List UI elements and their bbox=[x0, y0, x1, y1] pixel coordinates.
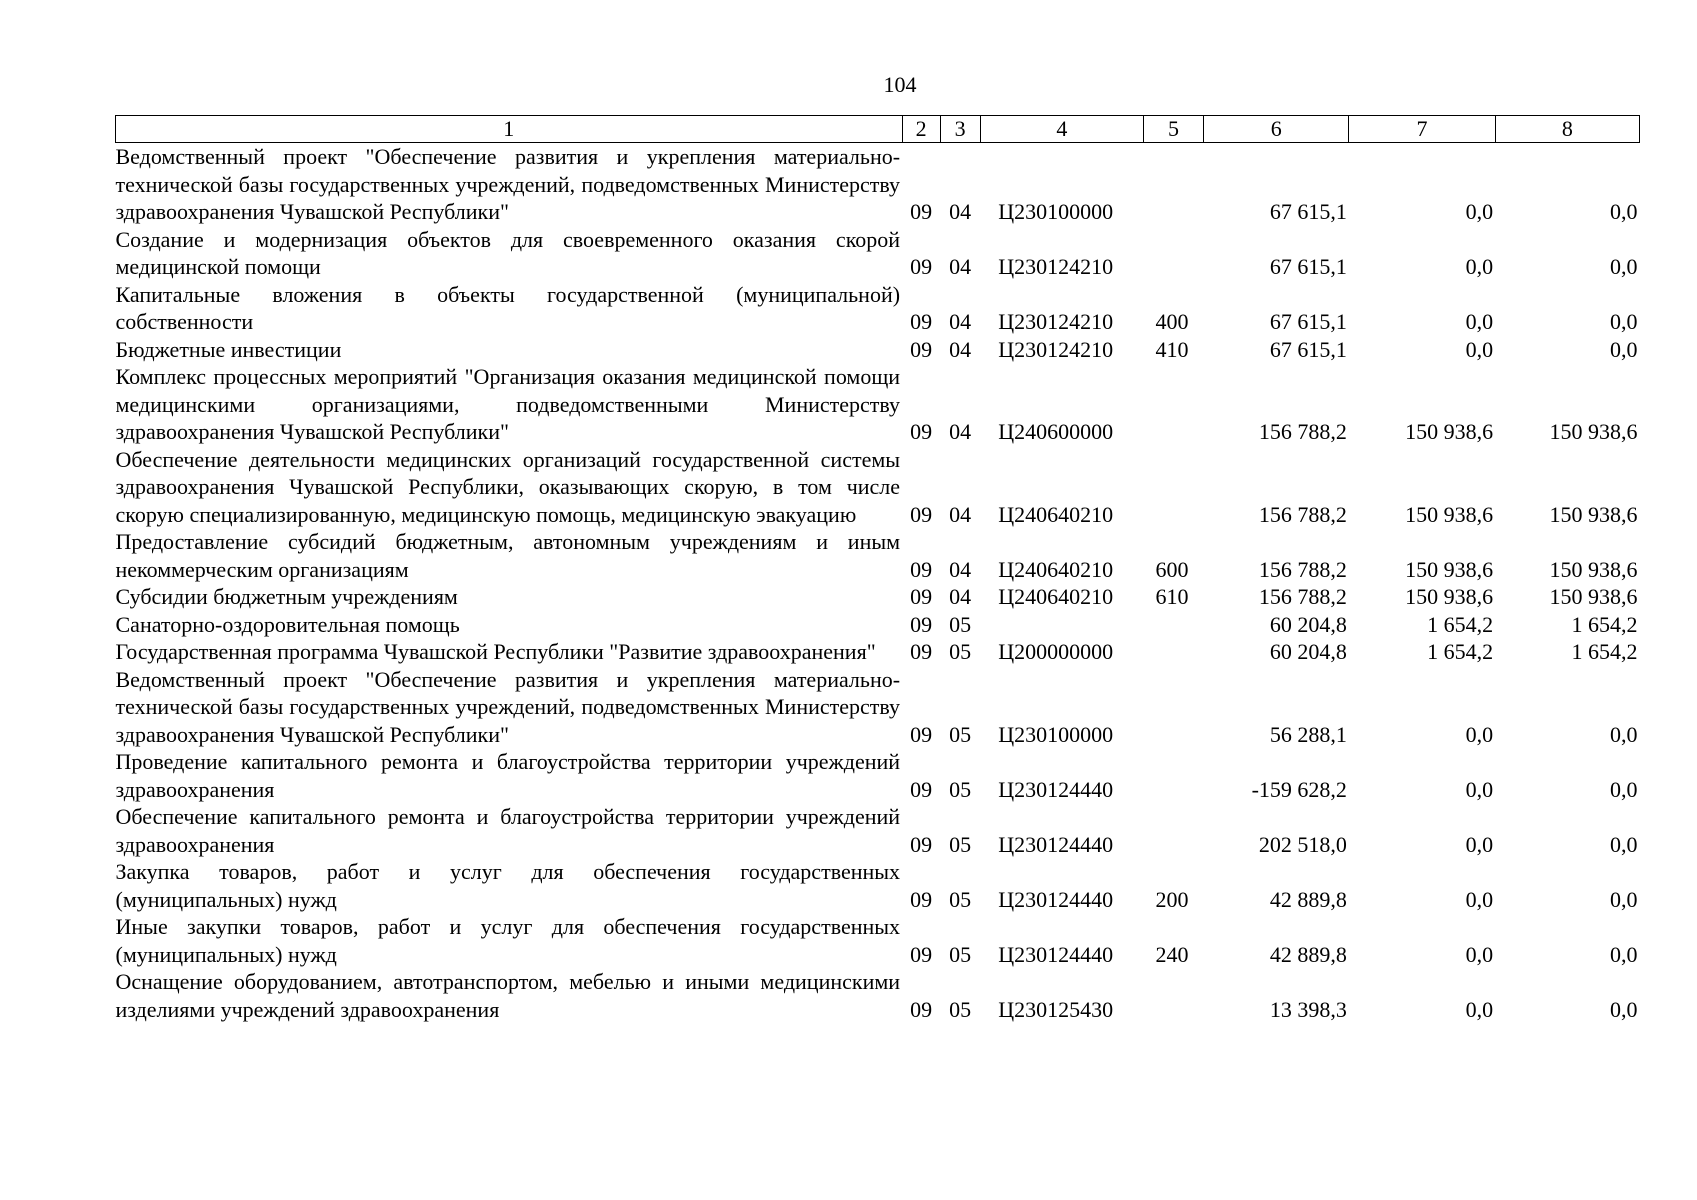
section-code: 09 bbox=[910, 419, 933, 444]
table-row bbox=[116, 803, 1640, 858]
row-description: Санаторно-оздоровительная помощь bbox=[115, 611, 460, 637]
amount-col-7: 1 654,2 bbox=[1427, 611, 1494, 637]
amount-col-7: 150 938,6 bbox=[1405, 556, 1494, 582]
row-description: Проведение капитального ремонта и благоустройства территории учреждений здравоохранения bbox=[115, 749, 901, 802]
amount-col-8: 0,0 bbox=[1610, 886, 1638, 912]
amount-col-6: 60 204,8 bbox=[1269, 639, 1347, 664]
amount-col-7: 1 654,2 bbox=[1427, 639, 1494, 664]
section-code: 09 bbox=[910, 199, 933, 224]
amount-col-6: 42 889,8 bbox=[1269, 941, 1347, 967]
amount-col-6: 156 788,2 bbox=[1258, 501, 1347, 527]
table-row bbox=[116, 281, 1640, 336]
row-description: Предоставление субсидий бюджетным, автономным учреждениям и иным некоммерческим организациям bbox=[115, 529, 901, 582]
table-row bbox=[116, 858, 1640, 913]
target-article-code: Ц230124210 bbox=[998, 309, 1114, 334]
target-article-code: Ц240640210 bbox=[998, 556, 1114, 582]
amount-col-6: 156 788,2 bbox=[1258, 584, 1347, 609]
row-description: Создание и модернизация объектов для своевременного оказания скорой медицинской помощи bbox=[115, 226, 901, 279]
section-code: 09 bbox=[910, 639, 933, 664]
amount-col-7: 0,0 bbox=[1465, 199, 1494, 224]
amount-col-8: 0,0 bbox=[1610, 721, 1638, 747]
target-article-code: Ц230124210 bbox=[998, 336, 1114, 362]
section-code: 09 bbox=[910, 254, 933, 279]
target-article-code: Ц230100000 bbox=[998, 199, 1114, 224]
amount-col-6: 67 615,1 bbox=[1269, 309, 1347, 334]
expense-type-code bbox=[1144, 446, 1204, 529]
section-code: 09 bbox=[910, 996, 933, 1022]
subsection-code: 04 bbox=[949, 584, 972, 609]
amount-col-6: -159 628,2 bbox=[1251, 776, 1347, 802]
expense-type-code bbox=[1144, 968, 1204, 1023]
section-code: 09 bbox=[910, 584, 933, 609]
table-row bbox=[116, 143, 1640, 226]
header-col-1: 1 bbox=[116, 116, 903, 143]
target-article-code: Ц200000000 bbox=[998, 639, 1114, 664]
section-code: 09 bbox=[910, 776, 933, 802]
expense-type-code bbox=[1144, 363, 1204, 446]
target-article-code: Ц230124440 bbox=[998, 831, 1114, 857]
row-description: Ведомственный проект "Обеспечение развития и укрепления материально-технической базы государственных учреждений, подведомственных Министерству здравоохранения Чувашской Республики" bbox=[115, 144, 901, 224]
target-article-code: Ц230124440 bbox=[998, 886, 1114, 912]
amount-col-6: 60 204,8 bbox=[1269, 611, 1347, 637]
amount-col-8: 0,0 bbox=[1610, 254, 1638, 279]
amount-col-8: 1 654,2 bbox=[1571, 611, 1638, 637]
amount-col-8: 150 938,6 bbox=[1549, 419, 1638, 444]
section-code: 09 bbox=[910, 611, 933, 637]
table-row bbox=[116, 583, 1640, 611]
amount-col-7: 0,0 bbox=[1465, 309, 1494, 334]
table-row bbox=[116, 336, 1640, 364]
subsection-code: 05 bbox=[949, 831, 972, 857]
subsection-code: 05 bbox=[949, 886, 972, 912]
amount-col-8: 0,0 bbox=[1610, 831, 1638, 857]
amount-col-8: 0,0 bbox=[1610, 199, 1638, 224]
header-col-2: 2 bbox=[902, 116, 940, 143]
subsection-code: 05 bbox=[949, 721, 972, 747]
expense-type-code: 610 bbox=[1155, 584, 1189, 609]
amount-col-7: 150 938,6 bbox=[1405, 501, 1494, 527]
header-col-8: 8 bbox=[1495, 116, 1639, 143]
subsection-code: 04 bbox=[949, 501, 972, 527]
section-code: 09 bbox=[910, 941, 933, 967]
amount-col-6: 56 288,1 bbox=[1269, 721, 1347, 747]
amount-col-8: 0,0 bbox=[1610, 309, 1638, 334]
subsection-code: 04 bbox=[949, 309, 972, 334]
amount-col-6: 67 615,1 bbox=[1269, 254, 1347, 279]
amount-col-8: 0,0 bbox=[1610, 336, 1638, 362]
expense-type-code bbox=[1144, 611, 1204, 639]
budget-table bbox=[115, 115, 1640, 1023]
amount-col-7: 150 938,6 bbox=[1405, 584, 1494, 609]
target-article-code: Ц240640210 bbox=[998, 584, 1114, 609]
table-row bbox=[116, 666, 1640, 749]
table-row bbox=[116, 226, 1640, 281]
amount-col-8: 150 938,6 bbox=[1549, 556, 1638, 582]
subsection-code: 05 bbox=[949, 996, 972, 1022]
target-article-code: Ц230100000 bbox=[998, 721, 1114, 747]
header-col-3: 3 bbox=[940, 116, 980, 143]
amount-col-8: 0,0 bbox=[1610, 776, 1638, 802]
amount-col-8: 150 938,6 bbox=[1549, 501, 1638, 527]
table-row bbox=[116, 611, 1640, 639]
table-row bbox=[116, 446, 1640, 529]
target-article-code bbox=[980, 611, 1143, 639]
subsection-code: 05 bbox=[949, 776, 972, 802]
row-description: Бюджетные инвестиции bbox=[115, 336, 342, 362]
amount-col-6: 13 398,3 bbox=[1269, 996, 1347, 1022]
page-number: 104 bbox=[883, 72, 917, 97]
section-code: 09 bbox=[910, 309, 933, 334]
amount-col-8: 1 654,2 bbox=[1571, 639, 1638, 664]
amount-col-6: 42 889,8 bbox=[1269, 886, 1347, 912]
amount-col-6: 202 518,0 bbox=[1258, 831, 1347, 857]
expense-type-code bbox=[1144, 803, 1204, 858]
table-row bbox=[116, 913, 1640, 968]
amount-col-7: 0,0 bbox=[1465, 996, 1494, 1022]
table-body bbox=[116, 143, 1640, 1024]
table-row bbox=[116, 638, 1640, 666]
expense-type-code bbox=[1144, 748, 1204, 803]
expense-type-code: 410 bbox=[1155, 336, 1189, 362]
expense-type-code: 400 bbox=[1155, 309, 1189, 334]
amount-col-8: 0,0 bbox=[1610, 941, 1638, 967]
expense-type-code: 600 bbox=[1155, 556, 1189, 582]
row-description: Ведомственный проект "Обеспечение развития и укрепления материально-технической базы государственных учреждений, подведомственных Министерству здравоохранения Чувашской Республики" bbox=[115, 666, 901, 747]
header-col-7: 7 bbox=[1349, 116, 1495, 143]
row-description: Иные закупки товаров, работ и услуг для обеспечения государственных (муниципальных) нужд bbox=[115, 914, 901, 967]
table-row bbox=[116, 748, 1640, 803]
expense-type-code bbox=[1144, 638, 1204, 666]
target-article-code: Ц230124440 bbox=[998, 776, 1114, 802]
target-article-code: Ц240640210 bbox=[998, 501, 1114, 527]
row-description: Государственная программа Чувашской Республики "Развитие здравоохранения" bbox=[115, 639, 876, 664]
expense-type-code: 200 bbox=[1155, 886, 1189, 912]
amount-col-7: 0,0 bbox=[1465, 254, 1494, 279]
subsection-code: 04 bbox=[949, 419, 972, 444]
section-code: 09 bbox=[910, 501, 933, 527]
amount-col-7: 0,0 bbox=[1465, 831, 1494, 857]
subsection-code: 04 bbox=[949, 254, 972, 279]
expense-type-code: 240 bbox=[1155, 941, 1189, 967]
target-article-code: Ц230124210 bbox=[998, 254, 1114, 279]
section-code: 09 bbox=[910, 336, 933, 362]
amount-col-7: 150 938,6 bbox=[1405, 419, 1494, 444]
table-row bbox=[116, 363, 1640, 446]
amount-col-6: 67 615,1 bbox=[1269, 336, 1347, 362]
subsection-code: 05 bbox=[949, 611, 972, 637]
amount-col-8: 0,0 bbox=[1610, 996, 1638, 1022]
expense-type-code bbox=[1144, 666, 1204, 749]
amount-col-7: 0,0 bbox=[1465, 776, 1494, 802]
section-code: 09 bbox=[910, 721, 933, 747]
section-code: 09 bbox=[910, 831, 933, 857]
amount-col-7: 0,0 bbox=[1465, 941, 1494, 967]
subsection-code: 05 bbox=[949, 639, 972, 664]
subsection-code: 05 bbox=[949, 941, 972, 967]
section-code: 09 bbox=[910, 556, 933, 582]
row-description: Оснащение оборудованием, автотранспортом, мебелью и иными медицинскими изделиями учреждений здравоохранения bbox=[115, 969, 901, 1022]
target-article-code: Ц230125430 bbox=[998, 996, 1114, 1022]
row-description: Обеспечение деятельности медицинских организаций государственной системы здравоохранения Чувашской Республики, оказывающих скорую, в том числе скорую специализированную, медицинскую помощь, медицинскую эвакуацию bbox=[115, 446, 901, 527]
row-description: Субсидии бюджетным учреждениям bbox=[115, 584, 458, 609]
subsection-code: 04 bbox=[949, 556, 972, 582]
subsection-code: 04 bbox=[949, 336, 972, 362]
row-description: Комплекс процессных мероприятий "Организация оказания медицинской помощи медицинскими организациями, подведомственными Министерству здравоохранения Чувашской Республики" bbox=[115, 364, 901, 444]
amount-col-6: 156 788,2 bbox=[1258, 556, 1347, 582]
amount-col-6: 156 788,2 bbox=[1258, 419, 1347, 444]
expense-type-code bbox=[1144, 226, 1204, 281]
target-article-code: Ц240600000 bbox=[998, 419, 1114, 444]
target-article-code: Ц230124440 bbox=[998, 941, 1114, 967]
amount-col-7: 0,0 bbox=[1465, 336, 1494, 362]
row-description: Капитальные вложения в объекты государственной (муниципальной) собственности bbox=[115, 281, 901, 334]
row-description: Обеспечение капитального ремонта и благоустройства территории учреждений здравоохранения bbox=[115, 804, 901, 857]
section-code: 09 bbox=[910, 886, 933, 912]
expense-type-code bbox=[1144, 143, 1204, 226]
header-col-5: 5 bbox=[1144, 116, 1204, 143]
row-description: Закупка товаров, работ и услуг для обеспечения государственных (муниципальных) нужд bbox=[115, 859, 901, 912]
table-row bbox=[116, 968, 1640, 1023]
subsection-code: 04 bbox=[949, 199, 972, 224]
table-row bbox=[116, 528, 1640, 583]
header-col-4: 4 bbox=[980, 116, 1143, 143]
amount-col-8: 150 938,6 bbox=[1549, 584, 1638, 609]
amount-col-7: 0,0 bbox=[1465, 721, 1494, 747]
header-col-6: 6 bbox=[1204, 116, 1349, 143]
amount-col-6: 67 615,1 bbox=[1269, 199, 1347, 224]
header-row bbox=[116, 116, 1640, 143]
amount-col-7: 0,0 bbox=[1465, 886, 1494, 912]
